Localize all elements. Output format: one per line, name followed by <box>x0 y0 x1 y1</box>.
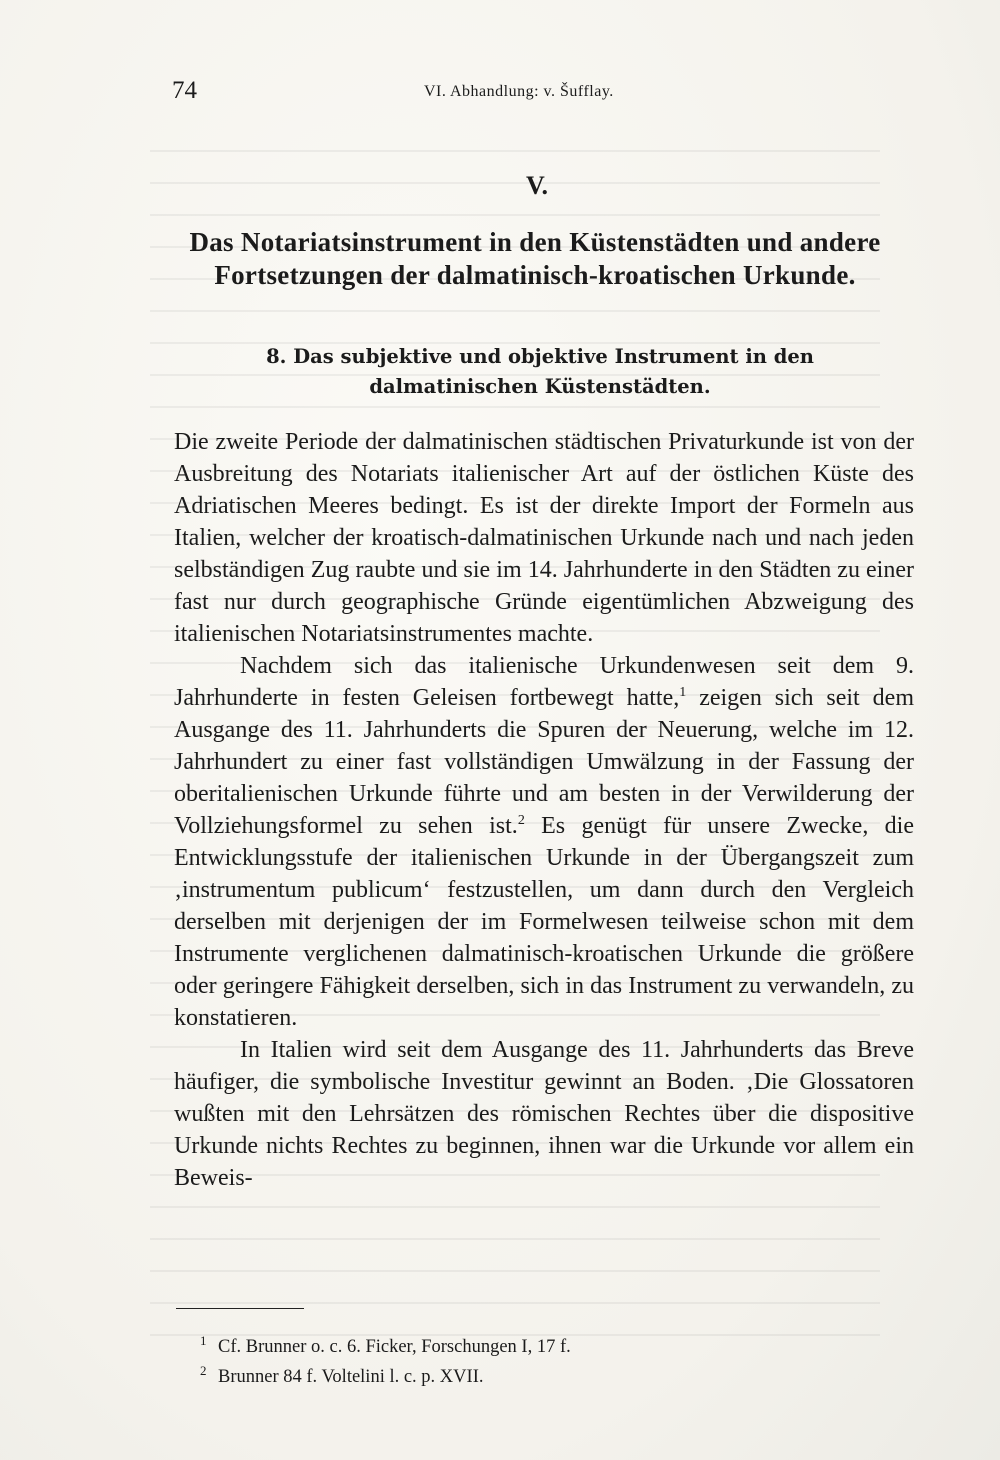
paragraph-3: In Italien wird seit dem Ausgange des 11. Jahrhunderts das Breve häufiger, die symbolische Investitur gewinnt an Boden. ‚Die Glossatoren wußten mit den Lehrsätzen des römischen Rechtes über die dispositive Urkunde nichts Rechtes zu beginnen, ihnen war die Urkunde vor allem ein Beweis- <box>174 1037 914 1191</box>
footnote-ref-2[interactable]: 2 <box>517 813 525 828</box>
chapter-title: Das Notariatsinstrument in den Küstenstädten und andere Fortsetzungen der dalmatinisch-kroatischen Urkunde. <box>189 227 881 290</box>
page-header <box>172 76 872 110</box>
footnote-text: Brunner 84 f. Voltelini l. c. p. XVII. <box>218 1367 484 1387</box>
footnote-item: 1 Cf. Brunner o. c. 6. Ficker, Forschungen I, 17 f. <box>200 1332 571 1357</box>
paragraph-2 <box>174 650 914 1034</box>
chapter-number: V. <box>526 171 548 200</box>
footnote-ref-1[interactable]: 1 <box>679 685 687 700</box>
page-number: 74 <box>172 77 197 104</box>
body-text <box>174 426 914 1194</box>
footnotes <box>200 1332 900 1392</box>
footnote-text: Cf. Brunner o. c. 6. Ficker, Forschungen I, 17 f. <box>218 1337 571 1357</box>
running-head: VI. Abhandlung: v. Šufflay. <box>424 83 614 100</box>
paragraph-1: Die zweite Periode der dalmatinischen städtischen Privaturkunde ist von der Ausbreitung des Notariats italienischer Art auf der östlichen Küste des Adriatischen Meeres bedingt. Es ist der direkte Import der Formeln aus Italien, welcher der kroatisch-dalmatinischen Urkunde nach und nach jeden selbständigen Zug raubte und sie im 14. Jahrhunderte in den Städten zu einer fast nur durch geographische Gründe eigentümlichen Abzweigung des italienischen Notariatsinstrumentes machte. <box>174 429 914 647</box>
footnote-item: 2 Brunner 84 f. Voltelini l. c. p. XVII. <box>200 1362 484 1387</box>
paragraph-2-part-c: Es genügt für unsere Zwecke, die Entwicklungsstufe der italienischen Urkunde in der Übergangszeit zum ‚instrumentum publicum‘ festzustellen, um dann durch den Vergleich derselben mit derjenigen der im Formelwesen teilweise schon mit dem Instrumente verglichenen dalmatinisch-kroatischen Urkunde die größere oder geringere Fähigkeit derselben, sich in das Instrument zu verwandeln, zu konstatieren. <box>174 813 914 1031</box>
section-title: 8. Das subjektive und objektive Instrument in den dalmatinischen Küstenstädten. <box>266 345 814 398</box>
footnote-rule <box>176 1308 304 1309</box>
paragraph-2-part-a: Nachdem sich das italienische Urkundenwesen seit dem 9. Jahrhunderte in festen Geleisen fortbewegt hatte, <box>174 653 914 711</box>
paragraph-2-part-b: zeigen sich seit dem Ausgange des 11. Jahrhunderts die Spuren der Neuerung, welche im 12. Jahrhundert zu einer fast vollständigen Umwälzung in der Fassung der oberitalienischen Urkunde führte und am besten in der Verwilderung der Vollziehungsformel zu sehen ist. <box>174 685 914 839</box>
